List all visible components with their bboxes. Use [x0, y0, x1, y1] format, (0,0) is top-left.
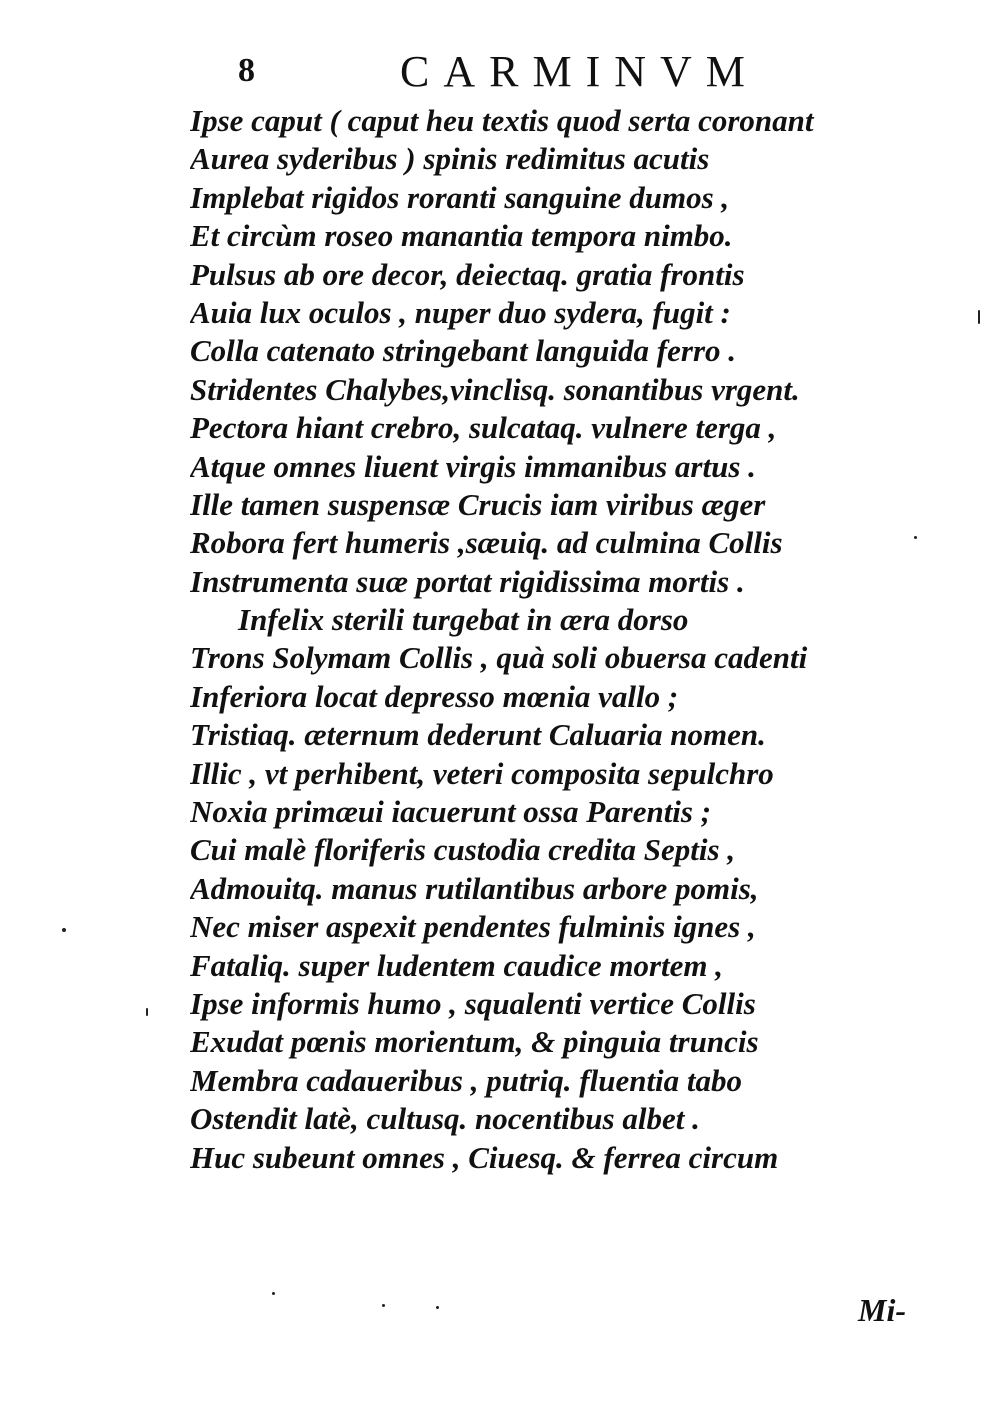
verse-line: Ipse caput ( caput heu textis quod serta coronant: [190, 103, 814, 138]
verse-line: Auia lux oculos , nuper duo sydera, fugit :: [190, 294, 731, 330]
verse-line: Inferiora locat depresso mœnia vallo ;: [190, 678, 679, 714]
verse-line: Huc subeunt omnes , Ciuesq. & ferrea circum: [190, 1139, 779, 1175]
verse-line: Ille tamen suspensæ Crucis iam viribus æger: [190, 486, 766, 522]
verse-line: Pulsus ab ore decor, deiectaq. gratia frontis: [190, 256, 745, 292]
scan-speck: [914, 536, 917, 539]
verse-line: Instrumenta suæ portat rigidissima mortis .: [190, 563, 745, 599]
verse-line: Infelix sterili turgebat in æra dorso: [238, 602, 689, 638]
running-title: CARMINVM: [400, 47, 759, 96]
verse-line: Fataliq. super ludentem caudice mortem ,: [190, 947, 724, 983]
verse-line: Atque omnes liuent virgis immanibus artus .: [190, 448, 756, 484]
verse-line: Stridentes Chalybes,vinclisq. sonantibus vrgent.: [190, 371, 800, 407]
verse-line: Implebat rigidos roranti sanguine dumos ,: [190, 179, 730, 215]
scan-speck: [436, 1306, 439, 1309]
verse-line: Tristiaq. æternum dederunt Caluaria nomen.: [190, 717, 766, 753]
verse-line: Exudat pœnis morientum, & pinguia truncis: [190, 1024, 759, 1060]
verse-line: Et circùm roseo manantia tempora nimbo.: [190, 218, 733, 254]
scan-speck: [978, 310, 980, 324]
scan-speck: [146, 1008, 148, 1016]
scan-speck: [62, 928, 66, 932]
verse-line: Colla catenato stringebant languida ferro .: [190, 333, 737, 369]
scan-speck: [272, 1292, 275, 1295]
verse-line: Admouitq. manus rutilantibus arbore pomis,: [190, 870, 759, 906]
page-number: 8: [238, 52, 255, 89]
verse-line: Cui malè floriferis custodia credita Septis ,: [190, 832, 736, 868]
verse-line: Noxia primæui iacuerunt ossa Parentis ;: [190, 794, 712, 830]
page-header: [230, 42, 810, 102]
verse-block: [190, 102, 980, 1177]
scan-speck: [382, 1304, 385, 1307]
verse-line: Aurea syderibus ) spinis redimitus acutis: [190, 141, 710, 177]
verse-line: Robora fert humeris ,sæuiq. ad culmina Collis: [190, 525, 783, 561]
verse-line: Pectora hiant crebro, sulcataq. vulnere terga ,: [190, 410, 777, 446]
verse-line: Ostendit latè, cultusq. nocentibus albet .: [190, 1101, 700, 1137]
verse-line: Ipse informis humo , squalenti vertice Collis: [190, 985, 756, 1021]
verse-line: Trons Solymam Collis , quà soli obuersa cadenti: [190, 640, 808, 676]
verse-line: Illic , vt perhibent, veteri composita sepulchro: [190, 755, 774, 791]
verse-line: Membra cadaueribus , putriq. fluentia tabo: [190, 1062, 743, 1098]
verse-line: Nec miser aspexit pendentes fulminis ignes ,: [190, 909, 756, 945]
catchword: Mi-: [858, 1292, 906, 1328]
